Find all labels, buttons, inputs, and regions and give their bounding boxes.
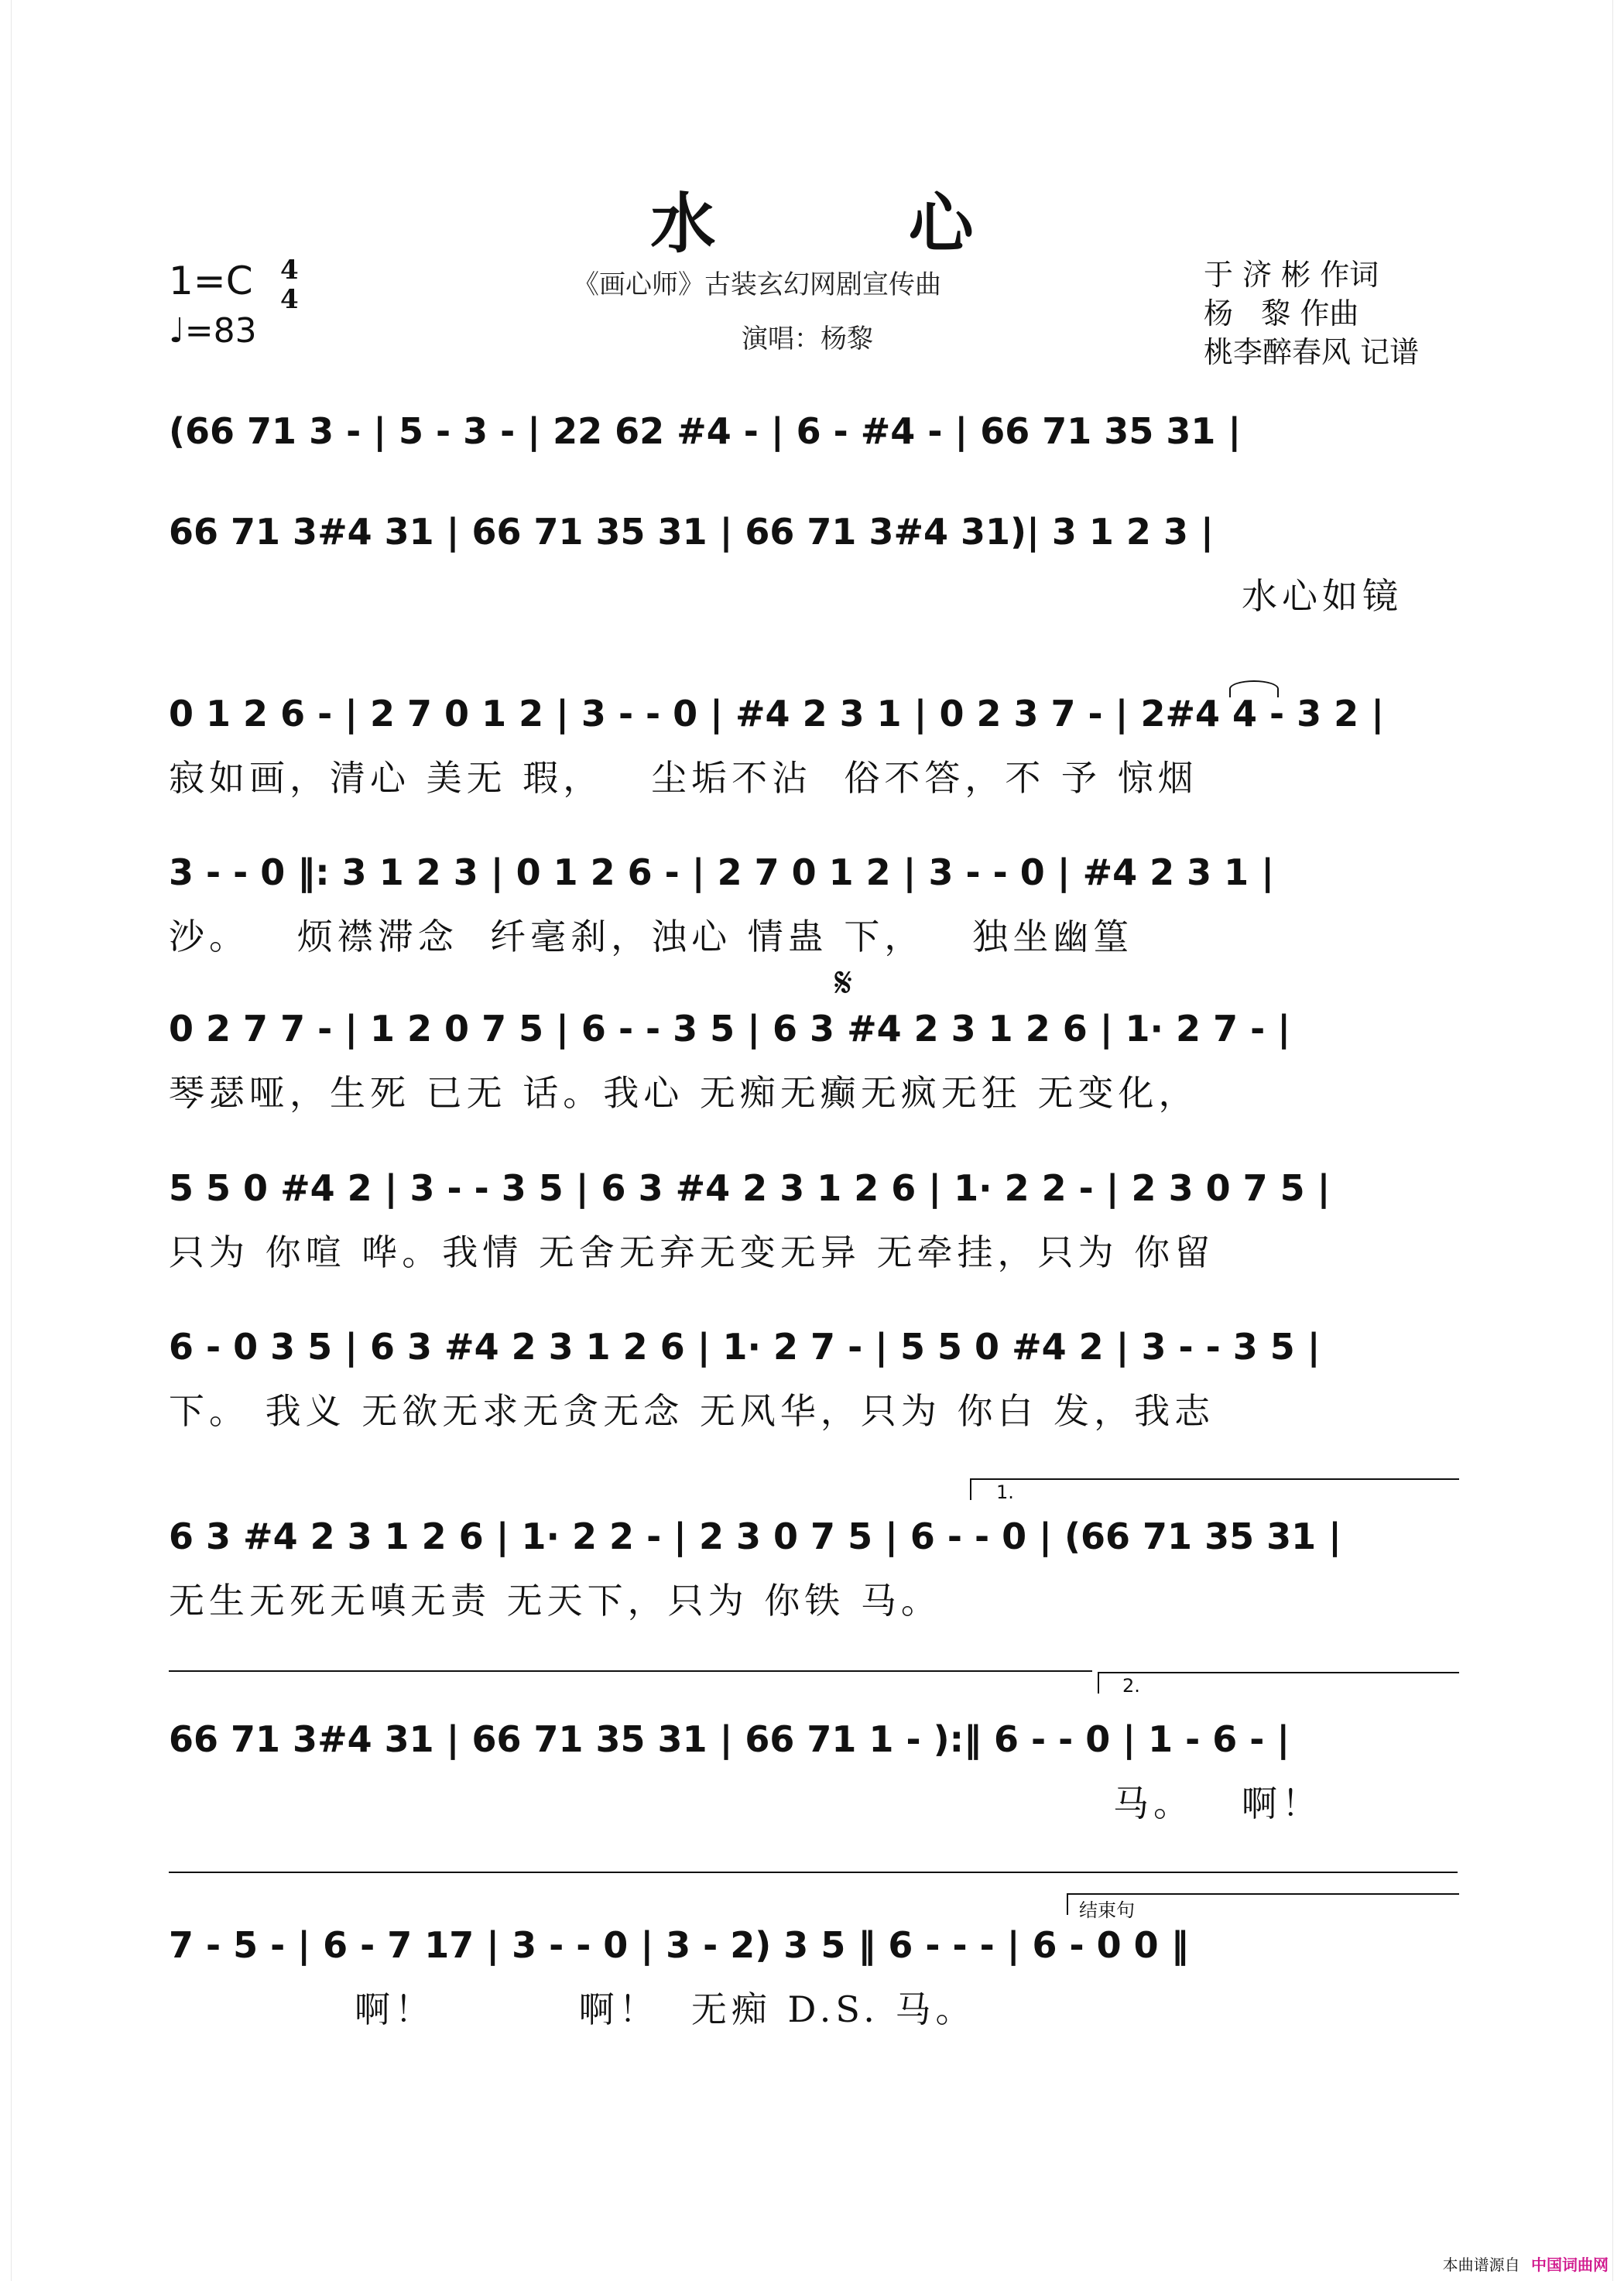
segno-sign: 𝄋 [834,958,853,1007]
lyrics: 水心如镜 [1242,575,1403,617]
notes: 7 - 5 - | 6 - 7 17 | 3 - - 0 | 3 - 2) 3 5 ‖ 6 - - - | 6 - 0 0 ‖ [169,1924,1189,1966]
score-row-10 [169,1899,1458,2040]
ending-continuation-line [169,1670,1092,1672]
lyricist: 于 济 彬 作词 [1204,258,1379,292]
lyrics: 寂如画，清心 美无 瑕， 尘垢不沾 俗不答，不 予 惊烟 [169,757,1198,799]
time-signature [280,255,299,314]
notes: (66 71 3 - | 5 - 3 - | 22 62 #4 - | 6 - #4 - | 66 71 35 31 | [169,410,1242,452]
tempo-marking: ♩=83 [169,311,257,351]
score-row-9 [169,1675,1458,1834]
footer-site-logo[interactable]: 中国词曲网 [1531,2255,1609,2274]
first-ending-bracket [970,1478,1459,1503]
notes: 5 5 0 #4 2 | 3 - - 3 5 | 6 3 #4 2 3 1 2 6 | 1· 2 2 - | 2 3 0 7 5 | [169,1167,1331,1209]
score-row-6 [169,1167,1458,1283]
lyrics: 沙。 烦襟滞念 纤毫刹，浊心 情蛊 下， 独坐幽篁 [169,916,1134,957]
song-title: 水 心 [650,185,1059,262]
left-margin-strip [0,0,12,2281]
key-signature: 1=C [169,259,253,303]
ending-continuation-line [169,1872,1458,1873]
lyrics: 啊！ 啊！ 无痴 D.S. 马。 [355,1988,976,2030]
score-row-8 [169,1481,1458,1632]
right-margin-strip [1612,0,1624,2281]
footer [1443,2252,1609,2275]
singer: 演唱：杨黎 [742,324,873,354]
notes: 66 71 3#4 31 | 66 71 35 31 | 66 71 3#4 31)| 3 1 2 3 | [169,511,1214,553]
second-ending-bracket [1098,1672,1459,1697]
first-ending-label: 1. [996,1481,1014,1503]
score-row-5 [169,958,1458,1124]
score-row-1 [169,410,1458,472]
notes: 6 3 #4 2 3 1 2 6 | 1· 2 2 - | 2 3 0 7 5 | 6 - - 0 | (66 71 35 31 | [169,1516,1341,1557]
lyrics: 琴瑟哑，生死 已无 话。我心 无痴无癫无疯无狂 无变化， [169,1072,1199,1114]
transcriber: 桃李醉春风 记谱 [1204,335,1420,369]
song-subtitle: 《画心师》古装玄幻网剧宣传曲 [573,269,941,300]
score-row-2 [169,511,1458,627]
notes: 0 2 7 7 - | 1 2 0 7 5 | 6 - - 3 5 | 6 3 #4 2 3 1 2 6 | 1· 2 7 - | [169,1008,1290,1050]
footer-source: 本曲谱源自 [1442,2255,1520,2274]
credits [1204,255,1419,372]
score-row-4 [169,851,1458,968]
coda-bracket [1067,1893,1459,1921]
lyrics: 马。 啊！ [1113,1783,1322,1824]
lyrics: 下。 我义 无欲无求无贪无念 无风华，只为 你白 发，我志 [169,1390,1215,1432]
time-sig-bottom: 4 [280,284,299,315]
score-row-7 [169,1326,1458,1442]
notes: 3 - - 0 ‖: 3 1 2 3 | 0 1 2 6 - | 2 7 0 1 2 | 3 - - 0 | #4 2 3 1 | [169,851,1274,893]
notes: 0 1 2 6 - | 2 7 0 1 2 | 3 - - 0 | #4 2 3 1 | 0 2 3 7 - | 2#4 4 - 3 2 | [169,693,1384,735]
composer: 杨 黎 作曲 [1204,296,1359,331]
score-row-3 [169,693,1458,809]
lyrics: 只为 你喧 哗。我情 无舍无弃无变无异 无牵挂，只为 你留 [169,1231,1215,1273]
second-ending-label: 2. [1122,1675,1140,1697]
notes: 6 - 0 3 5 | 6 3 #4 2 3 1 2 6 | 1· 2 7 - | 5 5 0 #4 2 | 3 - - 3 5 | [169,1326,1321,1368]
coda-label: 结束句 [1079,1899,1135,1921]
time-sig-top: 4 [280,255,299,286]
lyrics: 无生无死无嗔无责 无天下，只为 你铁 马。 [169,1580,941,1622]
notes: 66 71 3#4 31 | 66 71 35 31 | 66 71 1 - ):‖ 6 - - 0 | 1 - 6 - | [169,1718,1290,1760]
